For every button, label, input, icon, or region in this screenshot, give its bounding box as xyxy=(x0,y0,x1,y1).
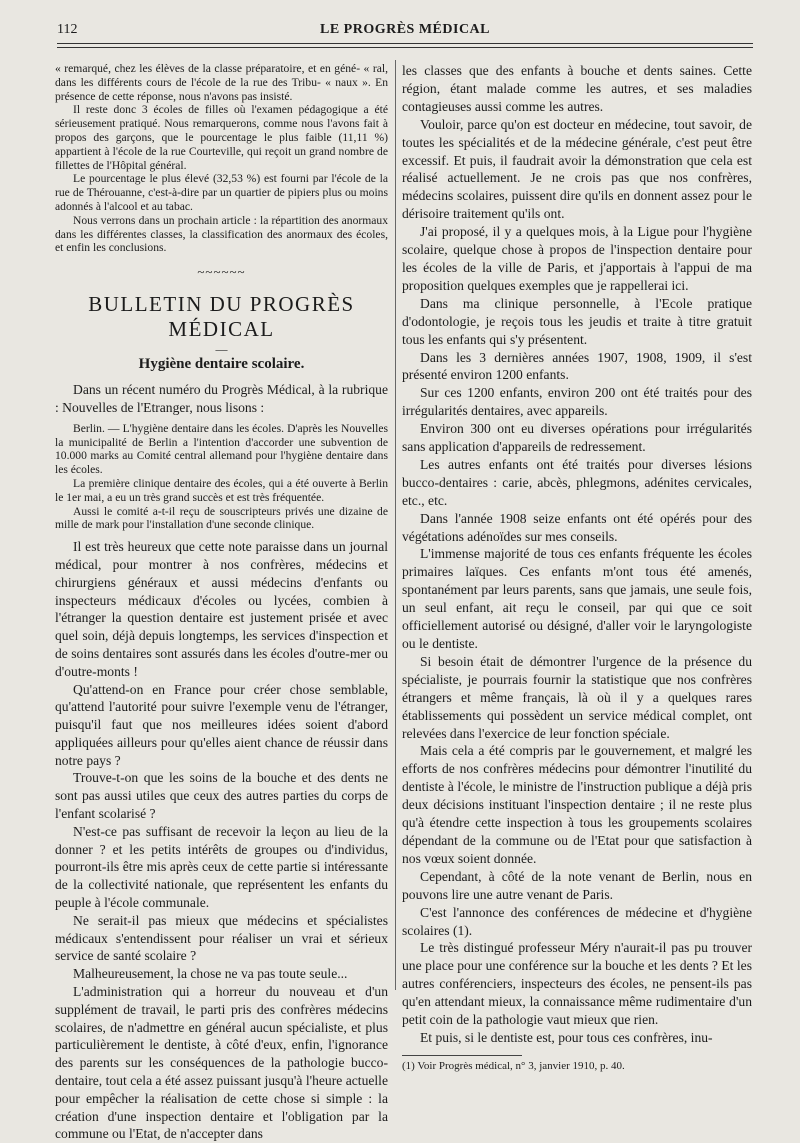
paragraph: Dans ma clinique personnelle, à l'Ecole pratique d'odontologie, je reçois tous les jeudis et traite à titre gratuit tous les enfants qui s'y présentent. xyxy=(402,295,752,347)
paragraph: Le très distingué professeur Méry n'aurait-il pas pu trouver une place pour une conférence sur la bouche et les dents ? Et les autres conférenciers, inspecteurs des écoles, ne pensent-ils pas qu'en attendant mieux, la connaissance même rudimentaire d'un petit coin de la pathologie vaut mieux que rien. xyxy=(402,940,752,1028)
paragraph: Le pourcentage le plus élevé (32,53 %) est fourni par l'école de la rue de Thérouanne, c'est-à-dire par un quartier de pipiers plus ou moins adonnés à l'alcool et au tabac. xyxy=(55,172,388,213)
paragraph: Dans l'année 1908 seize enfants ont été opérés pour des végétations adénoïdes sur mes conseils. xyxy=(402,510,752,544)
quote-paragraph: La première clinique dentaire des écoles, qui a été ouverte à Berlin le 1er mai, a eu un très grand succès et est très fréquentée. xyxy=(55,476,388,504)
paragraph: Les autres enfants ont été traités pour diverses lésions bucco-dentaires : carie, abcès, phlegmons, adénites cervicales, etc., etc. xyxy=(402,456,752,508)
paragraph: L'administration qui a horreur du nouveau et d'un supplément de travail, le parti pris des confrères médecins scolaires, de n'admettre en général aucun spécialiste, et plus particulièrement le dentiste, à côté d'eux, enfin, l'ignorance des parents sur les conséquences de la pathologie bucco-dentaire, tout cela a été assez puissant jusqu'à l'heure actuelle pour empêcher la réalisation de cette chose si simple : la création d'une inspection dentaire et l'obligation par la commune ou l'Etat, de n'accepter dans xyxy=(55,984,388,1142)
footnote-rule xyxy=(402,1055,522,1056)
paragraph: Vouloir, parce qu'on est docteur en médecine, tout savoir, de toutes les spécialités et de la médecine générale, c'est peut être excessif. Et puis, il faudrait avoir la démonstration que cela est réalisé actuellement. Je ne crois pas que nos confrères, médecins scolaires, puissent dire qu'ils en donnent assez pour le dérisoire traitement qu'ils ont. xyxy=(402,116,752,222)
paragraph: N'est-ce pas suffisant de recevoir la leçon au lieu de la donner ? et les petits intérêts de groupes ou d'individus, pourront-ils être mis après ceux de cette partie si intéressante de la collectivité nationale, que représentent les enfants du peuple à l'école communale. xyxy=(55,823,388,911)
left-column xyxy=(55,62,388,1143)
paragraph: Qu'attend-on en France pour créer chose semblable, qu'attend l'autorité pour suivre l'exemple venu de l'étranger, puisqu'il faut que nos meilleures idées soient d'abord appliquées ailleurs pour qu'elles aient chance de réussir dans notre pays ? xyxy=(55,681,388,768)
quote-paragraph: Berlin. — L'hygiène dentaire dans les écoles. D'après les Nouvelles la municipalité de Berlin a l'intention d'accorder une subvention de 10.000 marks au Comité central allemand pour l'hygiène dentaire dans les écoles. xyxy=(55,421,388,477)
paragraph: Nous verrons dans un prochain article : la répartition des anormaux dans les différentes classes, la classification des anormaux des écoles, et enfin les conclusions. xyxy=(55,213,388,255)
intro-paragraph: Dans un récent numéro du Progrès Médical, à la rubrique : Nouvelles de l'Etranger, nous lisons : xyxy=(55,382,388,415)
running-title: LE PROGRÈS MÉDICAL xyxy=(319,22,491,37)
page-number: 112 xyxy=(57,22,78,37)
page-header xyxy=(57,22,753,42)
paragraph: Il reste donc 3 écoles de filles où l'examen pédagogique a été sérieusement pratiqué. Nous remarquerons, comme nous l'avons fait à propos des garçons, que le pourcentage le plus faible (11,11 %) appartient à l'école de la rue Courteville, qui reçoit un grand nombre de fillettes de l'Hôpital général. xyxy=(55,103,388,172)
paragraph: Environ 300 ont eu diverses opérations pour irrégularités sans application d'appareils de redressement. xyxy=(402,421,752,455)
paragraph: les classes que des enfants à bouche et dents saines. Cette région, étant malade comme les autres, et ses maladies contagieuses aussi comme les autres. xyxy=(402,63,752,114)
paragraph: C'est l'annonce des conférences de médecine et d'hygiène scolaires (1). xyxy=(402,904,752,938)
paragraph: Sur ces 1200 enfants, environ 200 ont été traités pour des irrégularités dentaires, avec appareils. xyxy=(402,385,752,419)
header-rule-bottom xyxy=(57,47,753,48)
paragraph: J'ai proposé, il y a quelques mois, à la Ligue pour l'hygiène scolaire, quelque chose à propos de l'inspection dentaire pour les écoles de la ville de Paris, et j'apportais à l'appui de ma proposition quelques exemples que je rappellerai ici. xyxy=(402,224,752,293)
paragraph: Mais cela a été compris par le gouvernement, et malgré les efforts de nos confrères médecins pour démontrer l'inutilité du dentiste à l'école, le ministre de l'instruction publique a déjà pris deux décisions instituant l'inspection dentaire ; il ne reste plus qu'à étendre cette inspection à tous les groupements scolaires dépendant de la commune ou de l'Etat pour que satisfaction à nos vœux soient donnée. xyxy=(402,743,752,866)
ornament-divider: ~~~~~~ xyxy=(197,264,246,280)
paragraph: L'immense majorité de tous ces enfants fréquente les écoles primaires laïques. Ces enfants m'ont tous été amenés, spontanément par leurs parents, sans que jamais, une seule fois, un seul enfant, ait reçu le conseil, par qui que ce soit officiellement autorisé ou désigné, d'aller voir le laryngologiste ou le dentiste. xyxy=(402,546,752,651)
paragraph: Il est très heureux que cette note paraisse dans un journal médical, pour montrer à nos confrères, médecins et chirurgiens généraux et aussi médecins d'enfants ou inspecteurs médicaux d'écoles ou lycées, combien à l'étranger la question dentaire est justement prisée et avec quel soin, déjà depuis longtemps, les services d'inspection et de soins dentaires sont assurés dans les écoles d'outre-mer ou d'outre-monts ! xyxy=(55,539,388,679)
section-title: Hygiène dentaire scolaire. xyxy=(138,356,305,373)
paragraph: « remarqué, chez les élèves de la classe préparatoire, et en géné- « ral, dans les différents cours de l'école de la rue des Tribu- « naux ». En présence de cette réponse, nous n'avons pas insisté. xyxy=(55,62,388,103)
title-dash: — xyxy=(215,342,228,357)
paragraph: Si besoin était de démontrer l'urgence de la présence du spécialiste, je pourrais fournir la statistique que nos confrères étrangers et même français, là où il y a quelques rares établissements qui possèdent un service médical complet, ont relevées dans l'exercice de leur fonction spéciale. xyxy=(402,653,752,741)
column-divider xyxy=(395,60,396,990)
paragraph: Trouve-t-on que les soins de la bouche et des dents ne sont pas aussi utiles que ceux des autres parties du corps de l'enfant scolarisé ? xyxy=(55,770,388,822)
paragraph: Dans les 3 dernières années 1907, 1908, 1909, il s'est présenté environ 1200 enfants. xyxy=(402,349,752,383)
paragraph: Cependant, à côté de la note venant de Berlin, nous en pouvons lire une autre venant de Paris. xyxy=(402,868,752,902)
paragraph: Et puis, si le dentiste est, pour tous ces confrères, inu- xyxy=(420,1029,713,1045)
paragraph: Malheureusement, la chose ne va pas toute seule... xyxy=(73,966,348,982)
header-rule-top xyxy=(57,43,753,44)
right-column xyxy=(402,62,752,1073)
quote-paragraph: Aussi le comité a-t-il reçu de souscripteurs privés une dizaine de mille de mark pour l'installation d'une seconde clinique. xyxy=(55,504,388,532)
bulletin-title: BULLETIN DU PROGRÈS MÉDICAL xyxy=(88,292,355,342)
paragraph: Ne serait-il pas mieux que médecins et spécialistes médicaux s'entendissent pour réaliser un vrai et sérieux service de santé scolaire ? xyxy=(55,912,388,964)
footnote: (1) Voir Progrès médical, n° 3, janvier 1910, p. 40. xyxy=(402,1059,625,1072)
